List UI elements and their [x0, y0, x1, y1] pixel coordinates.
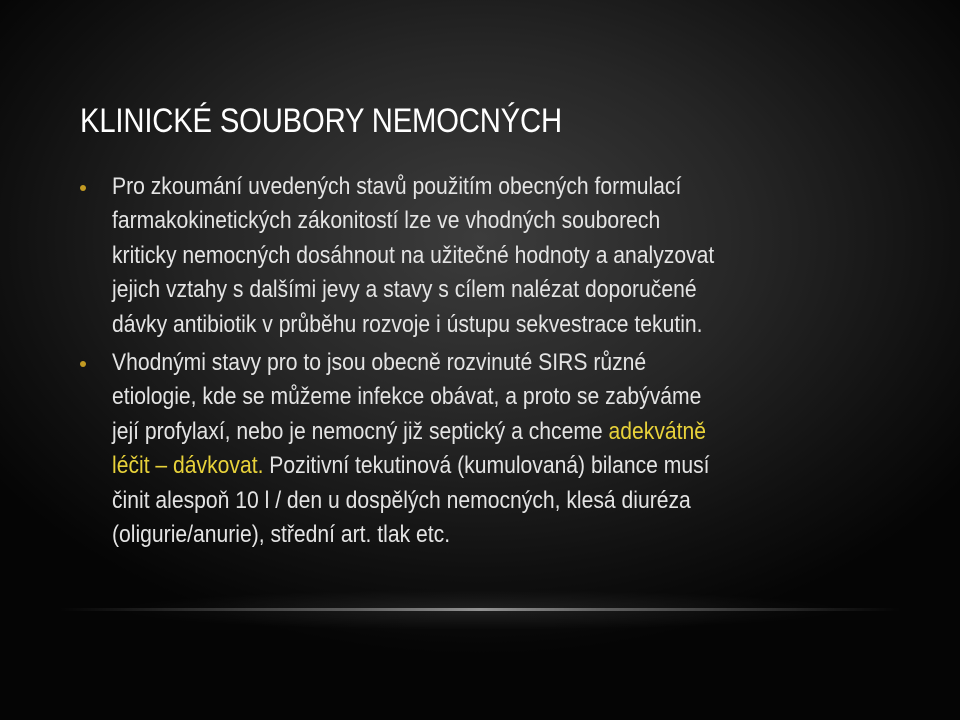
highlighted-text: adekvátně — [608, 417, 707, 445]
bullet-1-line: kriticky nemocných dosáhnout na užitečné hodnoty a analyzovat — [112, 241, 715, 269]
bullet-2-line: Vhodnými stavy pro to jsou obecně rozvinuté SIRS různé — [112, 349, 647, 377]
bullet-1-line: jejich vztahy s dalšími jevy a stavy s cílem nalézat doporučené — [112, 276, 697, 304]
bullet-2-line: činit alespoň 10 l / den u dospělých nemocných, klesá diuréza — [112, 486, 691, 514]
bullet-text-2 — [112, 346, 904, 552]
bottom-glow-line — [60, 608, 900, 611]
bullet-1-line: dávky antibiotik v průběhu rozvoje i ústupu sekvestrace tekutin. — [112, 310, 703, 338]
bullet-2-line — [112, 415, 904, 449]
bullet-2-line: (oligurie/anurie), střední art. tlak etc. — [112, 521, 451, 549]
bullet-text-1 — [112, 170, 904, 342]
bullet-item-2 — [80, 346, 960, 552]
bullet-1-line: Pro zkoumání uvedených stavů použitím obecných formulací — [112, 173, 682, 200]
bullet-1-line: farmakokinetických zákonitostí lze ve vhodných souborech — [112, 207, 661, 235]
bullet-2-text: její profylaxí, nebo je nemocný již septický a chceme — [112, 417, 609, 445]
bullet-2-line: etiologie, kde se můžeme infekce obávat, a proto se zabýváme — [112, 383, 702, 411]
bullet-dot-icon — [80, 185, 86, 191]
bullet-list — [80, 170, 960, 556]
bullet-dot-icon — [80, 361, 86, 367]
bullet-2-line — [112, 449, 904, 483]
bullet-item-1 — [80, 170, 960, 342]
bullet-2-text: Pozitivní tekutinová (kumulovaná) bilance musí — [263, 452, 710, 480]
highlighted-text: léčit – dávkovat. — [112, 452, 264, 480]
slide-title: KLINICKÉ SOUBORY NEMOCNÝCH — [80, 102, 562, 140]
